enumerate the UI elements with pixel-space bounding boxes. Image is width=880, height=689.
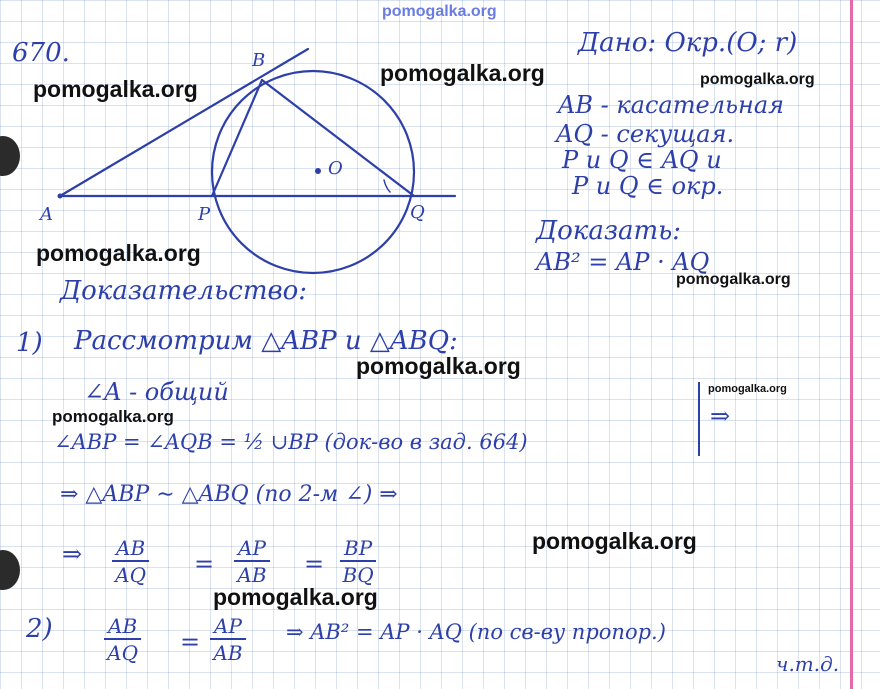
problem-number: 670.	[12, 38, 70, 68]
prove-statement: AB² = AP · AQ	[536, 248, 710, 276]
ratio-arrow: ⇒	[62, 540, 83, 568]
angle-equality: ∠ABP = ∠AQB = ½ ∪BP (док-во в зад. 664)	[54, 430, 528, 454]
watermark: pomogalka.org	[213, 584, 378, 610]
prove-title: Доказать:	[536, 216, 682, 246]
step-1-text: Рассмотрим △ABP и △ABQ:	[74, 326, 458, 356]
fraction-ab-aq-step2	[104, 616, 141, 663]
fraction-ab-aq	[112, 538, 149, 585]
watermark: pomogalka.org	[356, 353, 521, 379]
fraction-ap-ab-step2	[210, 616, 246, 663]
fraction-bp-bq	[340, 538, 376, 585]
watermark: pomogalka.org	[33, 76, 198, 102]
qed: ч.т.д.	[776, 652, 840, 676]
tangent-line-ab	[60, 49, 308, 196]
watermark: pomogalka.org	[36, 240, 201, 266]
point-a	[58, 194, 63, 199]
watermark: pomogalka.org	[52, 407, 174, 426]
angle-mark-q	[384, 180, 390, 192]
given-line-1: AB - касательная	[558, 91, 785, 119]
fraction-denominator: AB	[237, 563, 267, 587]
step-2-conclusion: ⇒ AB² = AP · AQ (по св-ву пропор.)	[286, 620, 666, 644]
proof-title: Доказательство:	[60, 276, 308, 306]
label-q: Q	[410, 202, 425, 223]
brace-arrow: ⇒	[710, 402, 731, 430]
brace-bar	[698, 382, 700, 456]
watermark-top: pomogalka.org	[382, 3, 497, 20]
watermark: pomogalka.org	[708, 383, 787, 395]
fraction-denominator: AQ	[115, 563, 146, 587]
step-2-number: 2)	[26, 614, 53, 644]
chord-bp	[212, 80, 262, 196]
fraction-numerator: AP	[210, 616, 246, 640]
fraction-numerator: BP	[340, 538, 376, 562]
center-point-o	[315, 168, 321, 174]
equals-sign: =	[304, 550, 325, 578]
label-p: P	[198, 204, 211, 225]
fraction-denominator: BQ	[342, 563, 374, 587]
label-a: A	[40, 204, 53, 225]
common-angle: ∠A - общий	[84, 378, 229, 406]
step-1-number: 1)	[16, 328, 43, 358]
given-line-3: P и Q ∈ AQ и	[562, 146, 722, 174]
fraction-numerator: AB	[104, 616, 141, 640]
watermark: pomogalka.org	[532, 528, 697, 554]
equals-sign: =	[194, 550, 215, 578]
fraction-ap-ab	[234, 538, 270, 585]
similarity-line: ⇒ △ABP ∼ △ABQ (по 2-м ∠) ⇒	[60, 482, 398, 507]
given-title: Дано: Окр.(O; r)	[578, 28, 798, 58]
fraction-denominator: AQ	[107, 641, 138, 665]
fraction-numerator: AP	[234, 538, 270, 562]
watermark: pomogalka.org	[380, 60, 545, 86]
label-o: O	[328, 158, 343, 179]
given-line-2: AQ - секущая.	[556, 120, 735, 148]
given-line-4: P и Q ∈ окр.	[572, 172, 724, 200]
fraction-denominator: AB	[213, 641, 243, 665]
fraction-numerator: AB	[112, 538, 149, 562]
watermark: pomogalka.org	[676, 271, 791, 288]
label-b: B	[252, 50, 266, 71]
equals-sign: =	[180, 628, 201, 656]
watermark: pomogalka.org	[700, 71, 815, 88]
